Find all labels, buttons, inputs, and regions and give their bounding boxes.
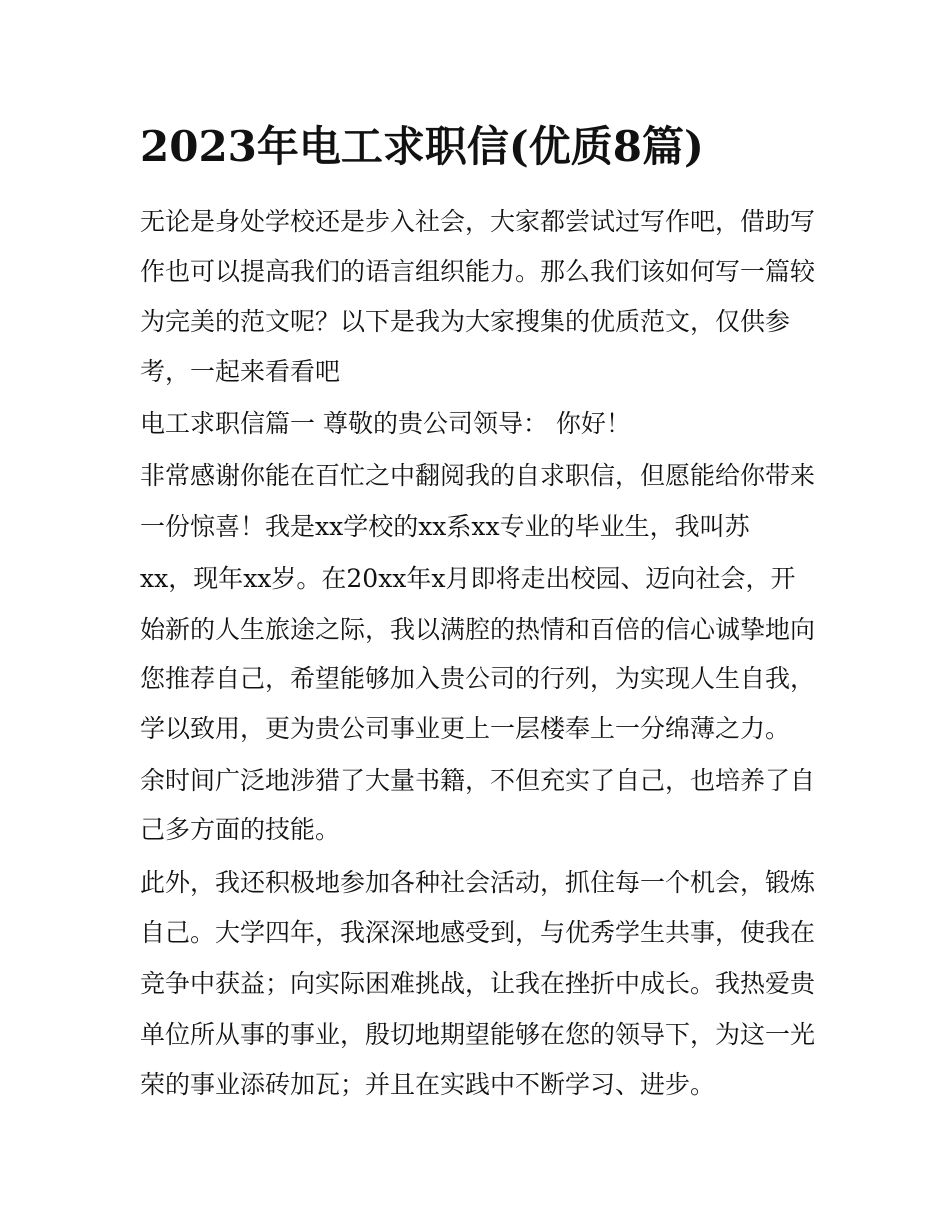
paragraph-line: 竞争中获益；向实际困难挑战，让我在挫折中成长。我热爱贵 [140,969,816,998]
paragraph-line: 学以致用，更为贵公司事业更上一层楼奉上一分绵薄之力。 [140,714,791,743]
section-heading-line: 电工求职信篇一 尊敬的贵公司领导： 你好！ [140,409,631,438]
paragraph-line: 作也可以提高我们的语言组织能力。那么我们该如何写一篇较 [140,257,816,286]
paragraph-line: 自己。大学四年，我深深地感受到，与优秀学生共事，使我在 [140,918,816,947]
paragraph-line: 始新的人生旅途之际，我以满腔的热情和百倍的信心诚挚地向 [140,615,816,644]
paragraph-line: 无论是身处学校还是步入社会，大家都尝试过写作吧，借助写 [140,207,816,236]
document-title: 2023年电工求职信(优质8篇) [140,122,704,171]
paragraph-line: 为完美的范文呢？以下是我为大家搜集的优质范文，仅供参 [140,307,791,336]
paragraph-line: 单位所从事的事业，殷切地期望能够在您的领导下，为这一光 [140,1020,816,1049]
paragraph-line: 荣的事业添砖加瓦；并且在实践中不断学习、进步。 [140,1070,716,1099]
paragraph-line: 一份惊喜！我是xx学校的xx系xx专业的毕业生，我叫苏 [140,512,750,541]
paragraph-line: 您推荐自己，希望能够加入贵公司的行列，为实现人生自我， [140,664,816,693]
paragraph-line: xx，现年xx岁。在20xx年x月即将走出校园、迈向社会，开 [140,564,796,593]
paragraph-line: 此外，我还积极地参加各种社会活动，抓住每一个机会，锻炼 [140,868,816,897]
paragraph-line: 己多方面的技能。 [140,815,341,844]
paragraph-line: 非常感谢你能在百忙之中翻阅我的自求职信，但愿能给你带来 [140,461,816,490]
paragraph-line: 考，一起来看看吧 [140,357,341,386]
paragraph-line: 余时间广泛地涉猎了大量书籍，不但充实了自己，也培养了自 [140,766,816,795]
